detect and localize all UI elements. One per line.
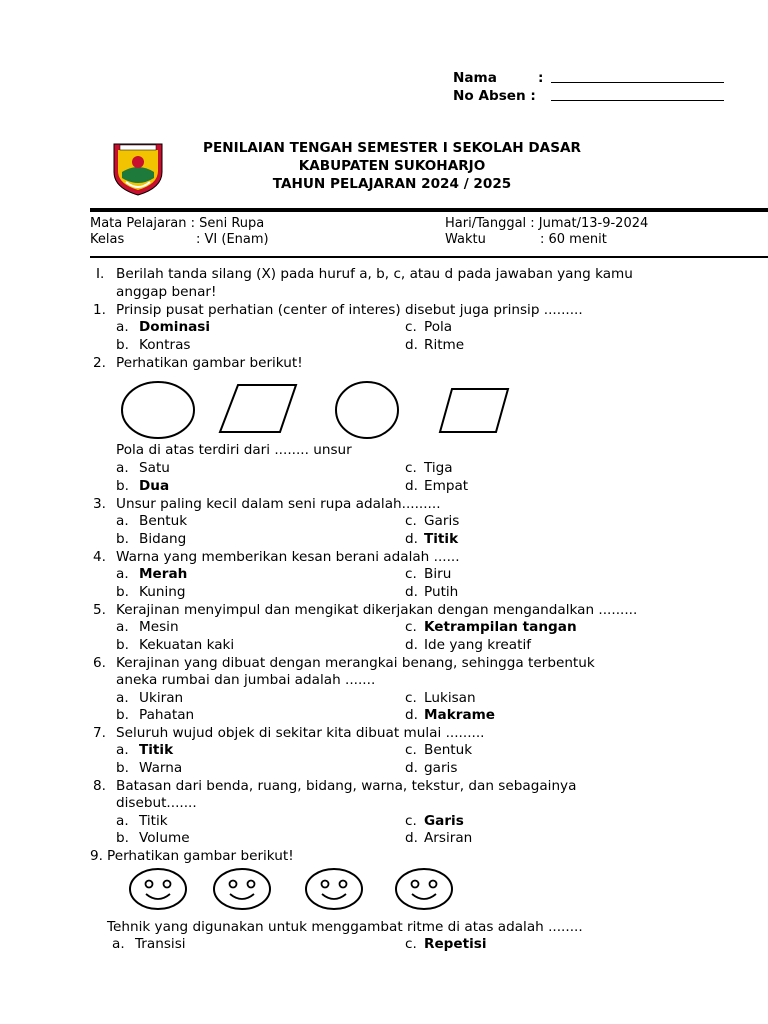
q5-text: Kerajinan menyimpul dan mengikat dikerjakan dengan mengandalkan ......... (116, 602, 638, 618)
q5-option-d-letter[interactable]: d. (405, 637, 418, 653)
q8-option-a[interactable]: Titik (139, 813, 168, 829)
q1-option-d[interactable]: Ritme (424, 337, 465, 353)
q7-option-a[interactable]: Titik (139, 742, 174, 758)
q9-option-a[interactable]: Transisi (135, 936, 186, 952)
q2-option-a[interactable]: Satu (139, 460, 170, 476)
name-colon: : (538, 70, 544, 86)
q2-option-d-letter[interactable]: d. (405, 478, 418, 494)
q5-option-c-letter[interactable]: c. (405, 619, 417, 635)
q6-option-a-letter[interactable]: a. (116, 690, 129, 706)
academic-year-title: TAHUN PELAJARAN 2024 / 2025 (272, 176, 512, 192)
q4-option-d[interactable]: Putih (424, 584, 459, 600)
q6-text-cont: aneka rumbai dan jumbai adalah ....... (116, 672, 376, 688)
q8-option-b-letter[interactable]: b. (116, 830, 129, 846)
q5-option-a-letter[interactable]: a. (116, 619, 129, 635)
q3-text: Unsur paling kecil dalam seni rupa adalah......... (116, 496, 441, 512)
q1-option-c[interactable]: Pola (424, 319, 453, 335)
q3-option-b-letter[interactable]: b. (116, 531, 129, 547)
parallelogram-shape-2 (440, 389, 508, 432)
q9-option-c-letter[interactable]: c. (405, 936, 417, 952)
q6-option-c[interactable]: Lukisan (424, 690, 476, 706)
q9-text: Perhatikan gambar berikut! (107, 848, 294, 864)
q5-option-a[interactable]: Mesin (139, 619, 179, 635)
date-info: Hari/Tanggal : Jumat/13-9-2024 (445, 216, 649, 231)
q3-option-a[interactable]: Bentuk (139, 513, 188, 529)
q3-option-c-letter[interactable]: c. (405, 513, 417, 529)
q7-text: Seluruh wujud objek di sekitar kita dibuat mulai ......... (116, 725, 485, 741)
q8-option-c-letter[interactable]: c. (405, 813, 417, 829)
q2-option-b[interactable]: Dua (139, 478, 170, 494)
instruction-text-cont: anggap benar! (116, 284, 217, 300)
name-blank-line[interactable] (551, 82, 724, 83)
smiley-face-icon (396, 869, 452, 909)
q2-shapes-figure (118, 380, 518, 440)
header-divider (90, 208, 768, 212)
q9-option-a-letter[interactable]: a. (112, 936, 125, 952)
q3-option-c[interactable]: Garis (424, 513, 460, 529)
q7-option-c[interactable]: Bentuk (424, 742, 473, 758)
q4-option-d-letter[interactable]: d. (405, 584, 418, 600)
q1-option-b[interactable]: Kontras (139, 337, 191, 353)
q4-option-a-letter[interactable]: a. (116, 566, 129, 582)
name-label: Nama (453, 70, 497, 86)
q2-number: 2. (93, 355, 106, 371)
q6-option-d[interactable]: Makrame (424, 707, 496, 723)
q2-option-c[interactable]: Tiga (424, 460, 453, 476)
q2-option-a-letter[interactable]: a. (116, 460, 129, 476)
parallelogram-shape-1 (220, 385, 296, 432)
q8-number: 8. (93, 778, 106, 794)
kabupaten-logo-icon (112, 142, 164, 196)
q5-option-c[interactable]: Ketrampilan tangan (424, 619, 577, 635)
time-label: Waktu (445, 232, 486, 247)
smiley-face-icon (130, 869, 186, 909)
circle-shape-1 (122, 382, 194, 438)
subject-info: Mata Pelajaran : Seni Rupa (90, 216, 265, 231)
absen-blank-line[interactable] (551, 100, 724, 101)
q6-option-a[interactable]: Ukiran (139, 690, 184, 706)
instruction-number: I. (96, 266, 105, 282)
q4-option-b[interactable]: Kuning (139, 584, 186, 600)
q2-option-c-letter[interactable]: c. (405, 460, 417, 476)
q2-text-cont: Pola di atas terdiri dari ........ unsur (116, 442, 352, 458)
info-divider (90, 256, 768, 258)
q8-option-d[interactable]: Arsiran (424, 830, 473, 846)
q8-text-cont: disebut....... (116, 795, 197, 811)
instruction-text: Berilah tanda silang (X) pada huruf a, b, c, atau d pada jawaban yang kamu (116, 266, 633, 282)
q2-option-d[interactable]: Empat (424, 478, 469, 494)
q5-option-b-letter[interactable]: b. (116, 637, 129, 653)
q7-option-d-letter[interactable]: d. (405, 760, 418, 776)
q4-number: 4. (93, 549, 106, 565)
smiley-face-icon (306, 869, 362, 909)
q6-number: 6. (93, 655, 106, 671)
q1-option-a[interactable]: Dominasi (139, 319, 211, 335)
q1-option-b-letter[interactable]: b. (116, 337, 129, 353)
q1-text: Prinsip pusat perhatian (center of interes) disebut juga prinsip ......... (116, 302, 583, 318)
q7-option-b[interactable]: Warna (139, 760, 183, 776)
q5-option-d[interactable]: Ide yang kreatif (424, 637, 532, 653)
time-value: : 60 menit (540, 232, 607, 247)
q4-option-c[interactable]: Biru (424, 566, 452, 582)
smiley-face-icon (214, 869, 270, 909)
q9-option-c[interactable]: Repetisi (424, 936, 487, 952)
q6-option-b[interactable]: Pahatan (139, 707, 195, 723)
q1-option-a-letter[interactable]: a. (116, 319, 129, 335)
q2-text: Perhatikan gambar berikut! (116, 355, 303, 371)
q4-text: Warna yang memberikan kesan berani adalah ...... (116, 549, 460, 565)
q5-option-b[interactable]: Kekuatan kaki (139, 637, 235, 653)
q6-option-c-letter[interactable]: c. (405, 690, 417, 706)
q3-option-a-letter[interactable]: a. (116, 513, 129, 529)
q3-option-d-letter[interactable]: d. (405, 531, 418, 547)
q4-option-c-letter[interactable]: c. (405, 566, 417, 582)
q6-option-d-letter[interactable]: d. (405, 707, 418, 723)
q3-number: 3. (93, 496, 106, 512)
district-title: KABUPATEN SUKOHARJO (298, 158, 486, 174)
class-label: Kelas (90, 232, 125, 247)
q8-option-b[interactable]: Volume (139, 830, 190, 846)
q9-number: 9. (90, 848, 103, 864)
q3-option-d[interactable]: Titik (424, 531, 459, 547)
q3-option-b[interactable]: Bidang (139, 531, 187, 547)
q7-option-d[interactable]: garis (424, 760, 458, 776)
q4-option-b-letter[interactable]: b. (116, 584, 129, 600)
class-value: : VI (Enam) (196, 232, 269, 247)
circle-shape-2 (336, 382, 398, 438)
q1-option-c-letter[interactable]: c. (405, 319, 417, 335)
q9-smiley-figure (128, 867, 448, 915)
q6-option-b-letter[interactable]: b. (116, 707, 129, 723)
q4-option-a[interactable]: Merah (139, 566, 188, 582)
q8-option-d-letter[interactable]: d. (405, 830, 418, 846)
q6-text: Kerajinan yang dibuat dengan merangkai benang, sehingga terbentuk (116, 655, 595, 671)
q8-option-c[interactable]: Garis (424, 813, 464, 829)
q1-number: 1. (93, 302, 106, 318)
q9-text-cont: Tehnik yang digunakan untuk menggambat ritme di atas adalah ........ (107, 919, 583, 935)
q2-option-b-letter[interactable]: b. (116, 478, 129, 494)
absen-label: No Absen : (453, 88, 536, 104)
q7-option-b-letter[interactable]: b. (116, 760, 129, 776)
q7-option-c-letter[interactable]: c. (405, 742, 417, 758)
q5-number: 5. (93, 602, 106, 618)
exam-title: PENILAIAN TENGAH SEMESTER I SEKOLAH DASAR (203, 140, 581, 156)
q1-option-d-letter[interactable]: d. (405, 337, 418, 353)
q7-option-a-letter[interactable]: a. (116, 742, 129, 758)
q8-text: Batasan dari benda, ruang, bidang, warna, tekstur, dan sebagainya (116, 778, 577, 794)
q7-number: 7. (93, 725, 106, 741)
q8-option-a-letter[interactable]: a. (116, 813, 129, 829)
